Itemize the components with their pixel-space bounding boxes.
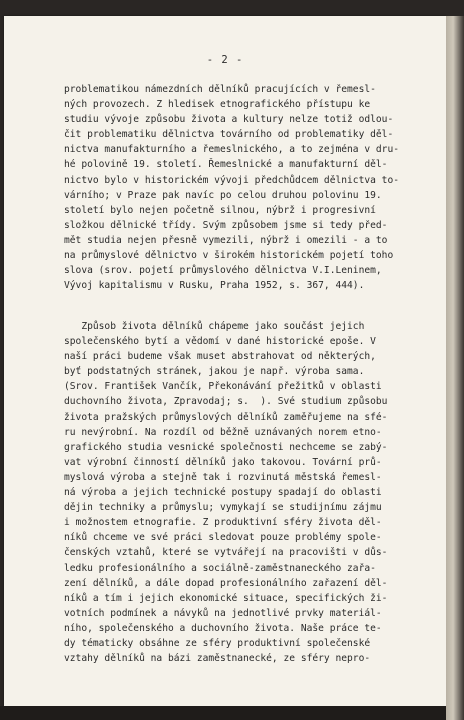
page-edge-shadow bbox=[446, 16, 464, 720]
typewritten-page bbox=[4, 16, 446, 706]
text-line: společenského bytí a vědomí v dané historické epoše. V bbox=[64, 336, 376, 348]
text-line: problematikou námezdních dělníků pracujících v řemesl- bbox=[64, 84, 376, 95]
text-line: nictvo bylo v historickém vývoji předchůdcem dělnictva to- bbox=[64, 174, 400, 186]
text-line: i možnostem etnografie. Z produktivní sféry života děl- bbox=[64, 517, 382, 529]
text-line: dějin techniky a průmyslu; vymykají se studijnímu zájmu bbox=[64, 502, 382, 514]
text-line: čit problematiku dělnictva továrního od problematiky děl- bbox=[64, 129, 394, 141]
text-line: studiu vývoje způsobu života a kultury nelze totiž odlou- bbox=[64, 114, 394, 126]
text-line: vztahy dělníků na bázi zaměstnanecké, ze sféry nepro- bbox=[64, 653, 371, 665]
text-line: na průmyslové dělnictvo v širokém historickém pojetí toho bbox=[64, 250, 394, 262]
text-line: ru nevýrobní. Na rozdíl od běžně uznávaných norem etno- bbox=[64, 426, 382, 438]
text-line: votních podmínek a návyků na jednotlivé prvky materiál- bbox=[64, 607, 382, 619]
text-line: myslová výroba a stejně tak i rozvinutá městská řemesl- bbox=[64, 471, 382, 483]
text-line: hé polovině 19. století. Řemeslnické a manufakturní děl- bbox=[64, 159, 388, 171]
text-line: grafického studia vesnické společnosti nechceme se zabý- bbox=[64, 441, 388, 453]
text-line: složkou dělnické třídy. Svým způsobem jsme si tedy před- bbox=[64, 219, 388, 231]
text-line: byť podstatných stránek, jakou je např. výroba sama. bbox=[64, 366, 365, 378]
text-line: dy tématicky obsáhne ze sféry produktivní společenské bbox=[64, 637, 371, 649]
scan-border bbox=[0, 706, 446, 720]
text-line: níků chceme ve své práci sledovat pouze problémy spole- bbox=[64, 532, 382, 544]
text-line: Vývoj kapitalismu v Rusku, Praha 1952, s. 367, 444). bbox=[64, 280, 365, 292]
text-line: století bylo nejen početně silnou, nýbrž i progresivní bbox=[64, 204, 376, 216]
text-line: slova (srov. pojetí průmyslového dělnictva V.I.Leninem, bbox=[64, 265, 382, 277]
text-line: ního, společenského a duchovního života. Naše práce te- bbox=[64, 622, 382, 634]
page-number: - 2 - bbox=[206, 54, 244, 66]
text-line: naší práci budeme však muset abstrahovat od některých, bbox=[64, 351, 376, 363]
text-line: Způsob života dělníků chápeme jako součást jejich bbox=[64, 321, 365, 332]
text-line: ledku profesionálního a sociálně-zaměstnaneckého zařa- bbox=[64, 562, 376, 574]
text-line: várního; v Praze pak navíc po celou druhou polovinu 19. bbox=[64, 189, 382, 201]
paragraph-2 bbox=[64, 319, 394, 666]
text-line: mět studia nejen přesně vymezili, nýbrž i omezili - a to bbox=[64, 234, 388, 246]
text-line: nictva manufakturního a řemeslnického, a to zejména v dru- bbox=[64, 144, 400, 156]
text-line: duchovního života, Zpravodaj; s. ). Své studium způsobu bbox=[64, 396, 388, 408]
text-line: zení dělníků, a dále dopad profesionálního zařazení děl- bbox=[64, 577, 388, 589]
text-line: ných provozech. Z hledisek etnografického přístupu ke bbox=[64, 99, 371, 111]
text-line: čenských vztahů, které se vytvářejí na pracovišti v důs- bbox=[64, 547, 388, 559]
text-line: života pražských průmyslových dělníků zaměřujeme na sfé- bbox=[64, 411, 388, 423]
text-line: ná výroba a jejich technické postupy spadají do oblasti bbox=[64, 487, 382, 499]
text-line: níků a tím i jejich ekonomické situace, specifických ži- bbox=[64, 592, 388, 604]
text-line: vat výrobní činností dělníků jako takovou. Tovární prů- bbox=[64, 456, 382, 468]
text-line: (Srov. František Vančík, Překonávání přežitků v oblasti bbox=[64, 381, 382, 393]
paragraph-1 bbox=[64, 82, 400, 293]
